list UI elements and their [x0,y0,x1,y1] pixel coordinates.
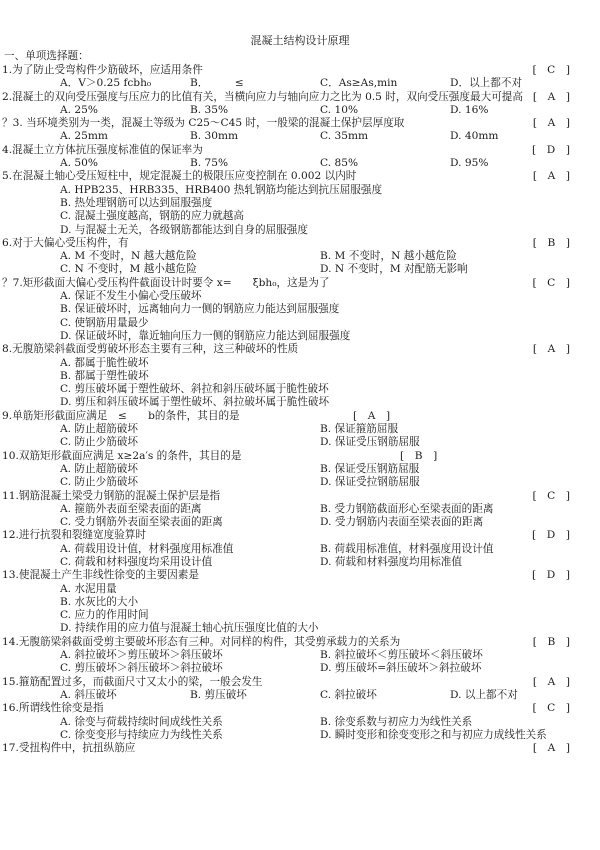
option-list [0,716,600,743]
option-c: C. 受力钢筋外表面至梁表面的距离 [60,516,223,529]
option-c: C. 85% [320,157,359,170]
question-stem: 8.无腹筋梁斜截面受剪破坏形态主要有三种，这三种破坏的性质 [2,343,299,356]
option-d: D. N 不变时，M 对配筋无影响 [320,263,468,276]
answer-bracket: [ A ] [532,117,570,130]
option-c: C. 剪压破坏属于塑性破坏、斜拉和斜压破坏属于脆性破坏 [60,383,329,396]
section-heading: 一、单项选择题： [4,50,89,62]
answer-bracket: [ C ] [532,276,570,289]
question-stem: 16.所谓线性徐变是指 [2,702,104,715]
option-list [0,649,600,676]
option-c: C. 混凝土强度越高，钢筋的应力就越高 [60,210,244,223]
option-a: A. 斜拉破坏＞剪压破坏＞斜压破坏 [60,649,223,662]
option-list [0,250,600,277]
question-stem: 1.为了防止受弯构件少筋破坏，应适用条件 [2,64,203,76]
option-d: D. 保证受压钢筋屈服 [320,436,420,449]
option-d: D. 受力钢筋内表面至梁表面的距离 [320,516,484,529]
option-list [0,503,600,530]
question-item [0,144,600,171]
option-d: D. 持续作用的应力值与混凝土轴心抗压强度比值的大小 [60,622,319,635]
option-c: C. N 不变时，M 越小越危险 [60,263,197,276]
option-b: B. 荷载用标准值，材料强度用设计值 [320,542,494,555]
question-stem: 5.在混凝土轴心受压短柱中，规定混凝土的极限压应变控制在 0.002 以内时 [2,170,357,183]
option-d: D. 剪压和斜压破坏属于塑性破坏、斜拉破坏属于脆性破坏 [60,396,330,409]
option-d: D. 16% [450,103,489,116]
question-stem: 9.单筋矩形截面应满足 ≤ b的条件，其目的是 [2,409,240,422]
option-d: D. 40mm [450,130,499,143]
question-stem: 2.混凝土的双向受压强度与压应力的比值有关，当横向应力与轴向应力之比为 0.5 时，双向受压强度最大可提高 [2,90,523,103]
option-d: D. 保证受拉钢筋屈服 [320,476,420,489]
option-c: C. 防止少筋破坏 [60,476,139,489]
option-a: A. 斜压破坏 [60,688,117,701]
option-a: A. 荷载用设计值，材料强度用标准值 [60,542,234,555]
option-d: D. 瞬时变形和徐变变形之和与初应力成线性关系 [320,728,547,741]
question-stem: 6.对于大偏心受压构件，有 [2,236,129,249]
option-d: D. 剪压破坏=斜压破坏＞斜拉破坏 [320,662,482,675]
question-stem: 11.钢筋混凝土梁受力钢筋的混凝土保护层是指 [2,489,221,502]
option-b: B. 剪压破坏 [190,688,247,701]
option-b: B. 75% [190,157,229,170]
option-a: A. 保证不发生小偏心受压破坏 [60,290,202,303]
question-stem: 12.进行抗裂和裂缝宽度验算时 [2,529,146,542]
question-item [0,277,600,343]
answer-bracket: [ D ] [532,143,570,156]
option-list [0,104,600,117]
option-b: B. 保证受压钢筋屈服 [320,462,420,475]
option-list [0,463,600,490]
option-a: A. 50% [60,157,98,170]
question-item [0,569,600,635]
answer-bracket: [ D ] [532,569,570,582]
option-a: A. 都属于脆性破坏 [60,356,149,369]
option-c: C. 应力的作用时间 [60,609,149,622]
question-stem: ？3. 当环境类别为一类，混凝土等级为 C25～C45 时，一般梁的混凝土保护层厚度取 [2,117,405,130]
option-c: C. 徐变变形与持续应力为线性关系 [60,728,223,741]
answer-bracket: [ A ] [532,742,570,755]
document-title: 混凝土结构设计原理 [250,34,350,47]
question-item [0,450,600,490]
question-stem: 13.使混凝土产生非线性徐变的主要因素是 [2,569,199,582]
answer-bracket: [ A ] [532,170,570,183]
question-item [0,170,600,236]
option-list [0,357,600,410]
answer-bracket: [ A ] [532,90,570,103]
option-a: A. HPB235、HRB335、HRB400 热轧钢筋均能达到抗压屈服强度 [60,183,383,196]
question-item [0,117,600,144]
answer-bracket: [ C ] [532,702,570,715]
option-c: C. 10% [320,103,359,116]
answer-bracket: [ B ] [532,236,570,249]
option-list [0,184,600,237]
question-item [0,742,600,755]
option-b: B. 热处理钢筋可以达到屈服强度 [60,196,213,209]
option-c: C. 剪压破坏＞斜压破坏＞斜拉破坏 [60,662,223,675]
option-b: B. 35% [190,103,229,116]
question-stem: ？7.矩形截面大偏心受压构件截面设计时要令 x= ξbh₀，这是为了 [2,276,330,289]
option-d: D. 与混凝土无关，各级钢筋都能达到自身的屈服强度 [60,223,308,236]
question-stem: 14.无腹筋梁斜截面受剪主要破坏形态有三种。对同样的构件，其受剪承载力的关系为 [2,635,401,648]
option-b: B. 斜拉破坏＜剪压破坏＜斜压破坏 [320,649,483,662]
question-list [0,64,600,755]
option-b: B. 30mm [190,130,239,143]
option-list [0,130,600,143]
answer-bracket: [ B ] [532,635,570,648]
question-item [0,237,600,277]
option-a: A．V＞0.25 fcbh₀ [60,77,152,90]
option-list [0,543,600,570]
answer-bracket: [ C ] [532,64,570,76]
question-item [0,636,600,676]
question-stem: 10.双筋矩形截面应满足 x≥2a′s 的条件，其目的是 [2,449,242,462]
question-item [0,702,600,742]
option-b: B. 都属于塑性破坏 [60,369,149,382]
answer-bracket: [ D ] [532,529,570,542]
option-b: B. 保证破坏时，远离轴向力一侧的钢筋应力能达到屈服强度 [60,303,340,316]
option-list [0,423,600,450]
option-a: A. 25mm [60,130,108,143]
option-c: C. 荷载和材料强度均采用设计值 [60,555,213,568]
option-c: C. 斜拉破坏 [320,688,377,701]
option-list [0,290,600,343]
option-a: A. 防止超筋破坏 [60,423,138,436]
option-list [0,689,600,702]
answer-bracket: [ A ] [353,409,391,422]
question-item [0,676,600,703]
question-item [0,410,600,450]
question-stem: 4.混凝土立方体抗压强度标准值的保证率为 [2,143,203,156]
option-a: A. 水泥用量 [60,582,117,595]
question-item [0,64,600,91]
question-item [0,490,600,530]
question-item [0,529,600,569]
option-a: A. 徐变与荷载持续时间成线性关系 [60,715,223,728]
option-b: B. 水灰比的大小 [60,595,139,608]
option-d: D．以上都不对 [450,77,523,90]
answer-bracket: [ C ] [532,489,570,502]
option-b: B. 徐变系数与初应力为线性关系 [320,715,473,728]
option-a: A. M 不变时，N 越大越危险 [60,250,197,263]
question-item [0,343,600,409]
option-b: B. M 不变时，N 越小越危险 [320,250,457,263]
question-stem: 17.受扭构件中，抗扭纵筋应 [2,742,136,755]
option-list [0,157,600,170]
answer-bracket: [ B ] [400,449,438,462]
option-a: A. 防止超筋破坏 [60,462,138,475]
option-c: C．As≥As,min [320,77,398,90]
option-c: C. 防止少筋破坏 [60,436,139,449]
option-list [0,77,600,90]
option-d: D. 荷载和材料强度均用标准值 [320,555,462,568]
option-c: C. 35mm [320,130,369,143]
answer-bracket: [ A ] [532,343,570,356]
option-c: C. 使钢筋用量最少 [60,316,149,329]
option-d: D. 以上都不对 [450,688,518,701]
option-b: B． ≤ [190,77,244,90]
option-d: D. 95% [450,157,489,170]
option-d: D. 保证破坏时，靠近轴向压力一侧的钢筋应力能达到屈服强度 [60,329,351,342]
question-stem: 15.箍筋配置过多，而截面尺寸又太小的梁，一般会发生 [2,675,263,688]
option-b: B. 受力钢筋截面形心至梁表面的距离 [320,502,494,515]
option-a: A. 25% [60,103,98,116]
question-item [0,91,600,118]
answer-bracket: [ A ] [532,675,570,688]
option-b: B. 保证箍筋屈服 [320,423,399,436]
option-a: A. 箍筋外表面至梁表面的距离 [60,502,202,515]
option-list [0,583,600,636]
